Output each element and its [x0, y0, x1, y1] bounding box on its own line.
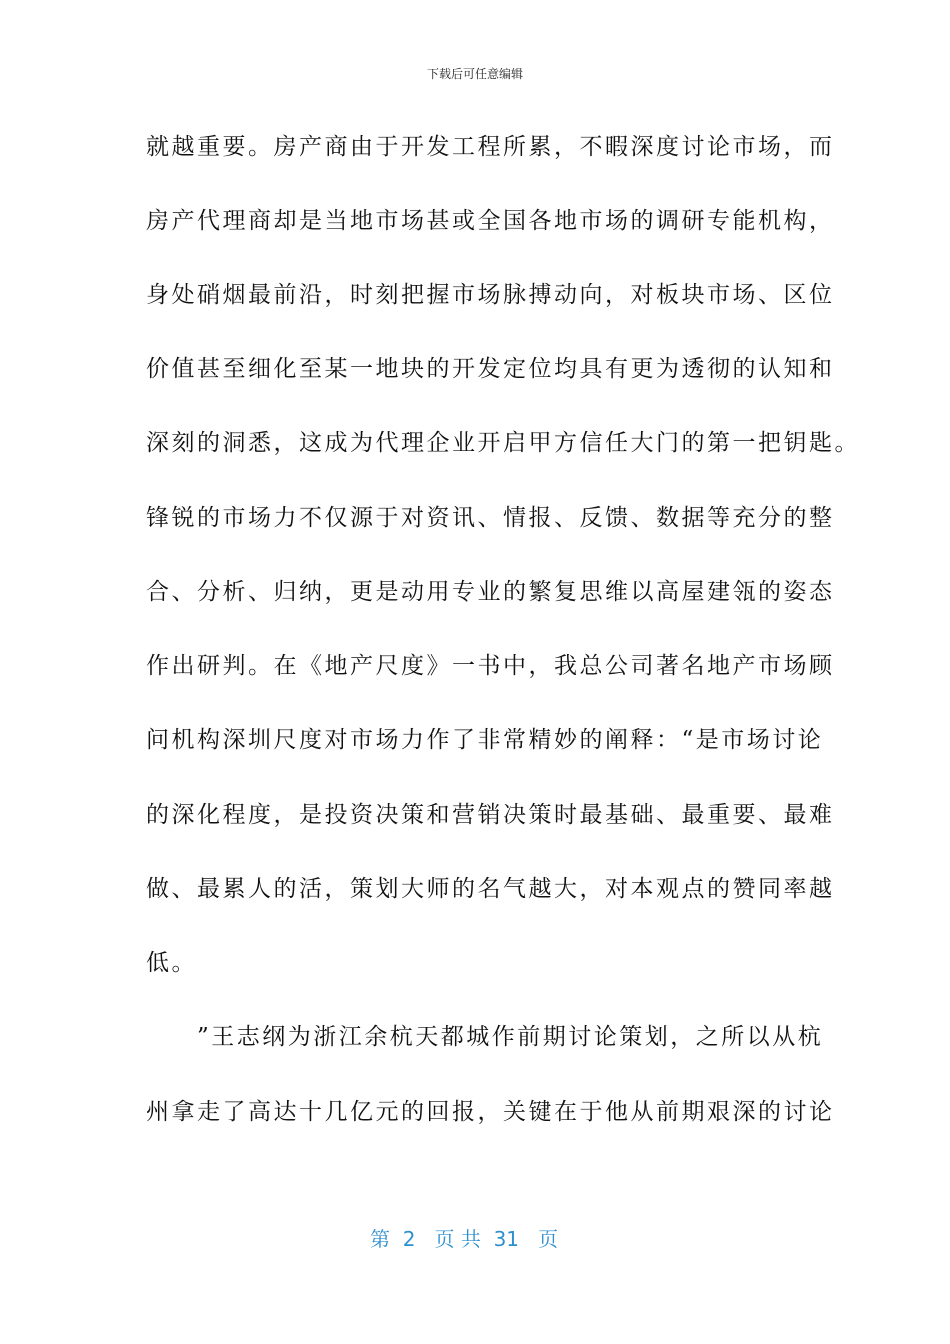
text-line: 低。 — [146, 950, 197, 976]
text-line: 房产代理商却是当地市场甚或全国各地市场的调研专能机构， — [146, 208, 835, 234]
text-line: ”王志纲为浙江余杭天都城作前期讨论策划，之所以从杭 — [146, 1024, 824, 1050]
text-line: 深刻的洞悉，这成为代理企业开启甲方信任大门的第一把钥匙。 — [146, 430, 860, 456]
text-line: 的深化程度，是投资决策和营销决策时最基础、最重要、最难 — [146, 802, 835, 828]
text-line: 作出研判。在《地产尺度》一书中，我总公司著名地产市场顾 — [146, 653, 835, 679]
text-line: 就越重要。房产商由于开发工程所累，不暇深度讨论市场，而 — [146, 134, 835, 160]
text-line: 合、分析、归纳，更是动用专业的繁复思维以高屋建瓴的姿态 — [146, 579, 835, 605]
page-number: 第 2 页 共 31 页 — [370, 1227, 559, 1251]
text-line: 价值甚至细化至某一地块的开发定位均具有更为透彻的认知和 — [146, 356, 835, 382]
text-line: 身处硝烟最前沿，时刻把握市场脉搏动向，对板块市场、区位 — [146, 282, 835, 308]
header-note: 下载后可任意编辑 — [426, 67, 523, 81]
text-line: 锋锐的市场力不仅源于对资讯、情报、反馈、数据等充分的整 — [146, 505, 835, 531]
text-line: 州拿走了高达十几亿元的回报，关键在于他从前期艰深的讨论 — [146, 1099, 835, 1125]
text-line: 问机构深圳尺度对市场力作了非常精妙的阐释：“是市场讨论 — [146, 727, 824, 753]
text-line: 做、最累人的活，策划大师的名气越大，对本观点的赞同率越 — [146, 876, 835, 902]
